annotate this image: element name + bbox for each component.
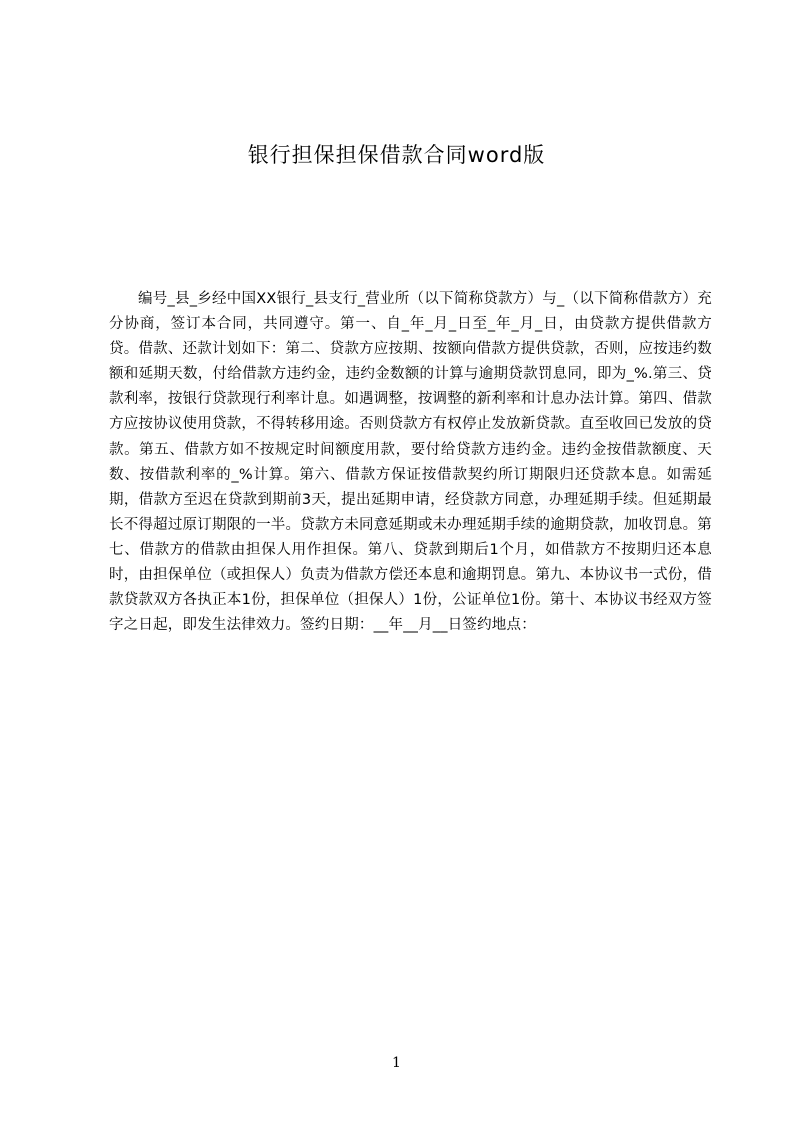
contract-body-paragraph: 编号_县_乡经中国XX银行_县支行_营业所（以下简称贷款方）与_（以下简称借款方）充分协商，签订本合同，共同遵守。第一、自_年_月_日至_年_月_日，由贷款方提供借款方贷。借款、还款计划如下：第二、贷款方应按期、按额向借款方提供贷款，否则，应按违约数额和延期天数，付给借款方违约金，违约金数额的计算与逾期贷款罚息同，即为_%.第三、贷款利率，按银行贷款现行利率计息。如遇调整，按调整的新利率和计息办法计算。第四、借款方应按协议使用贷款，不得转移用途。否则贷款方有权停止发放新贷款。直至收回已发放的贷款。第五、借款方如不按规定时间额度用款，要付给贷款方违约金。违约金按借款额度、天数、按借款利率的_%计算。第六、借款方保证按借款契约所订期限归还贷款本息。如需延期，借款方至迟在贷款到期前3天，提出延期申请，经贷款方同意，办理延期手续。但延期最长不得超过原订期限的一半。贷款方未同意延期或未办理延期手续的逾期贷款，加收罚息。第七、借款方的借款由担保人用作担保。第八、贷款到期后1个月，如借款方不按期归还本息时，由担保单位（或担保人）负责为借款方偿还本息和逾期罚息。第九、本协议书一式份，借款贷款双方各执正本1份，担保单位（担保人）1份，公证单位1份。第十、本协议书经双方签字之日起，即发生法律效力。签约日期：__年__月__日签约地点： — [109, 291, 712, 634]
page-number: 1 — [392, 1055, 401, 1071]
document-title: 银行担保担保借款合同word版 — [247, 143, 546, 167]
